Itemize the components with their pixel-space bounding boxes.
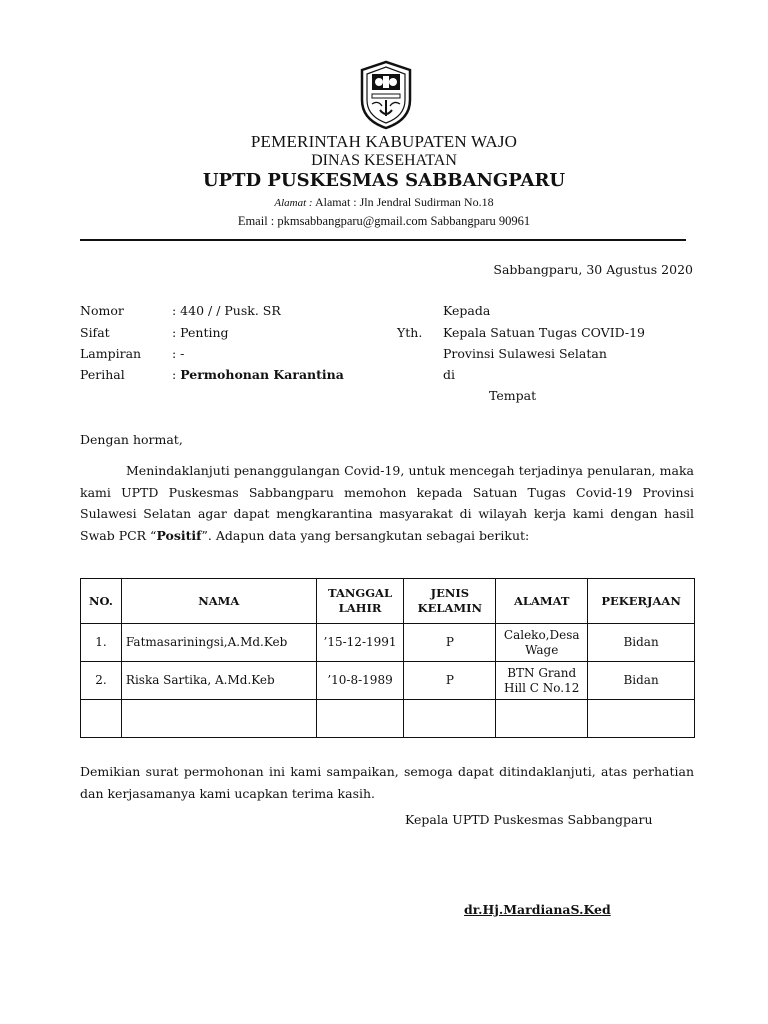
cell-jenis-kelamin: P (404, 662, 496, 700)
table-header-row (81, 579, 695, 624)
cell-nama: Fatmasariningsi,A.Md.Keb (121, 624, 316, 662)
header-tanggal-lahir: TANGGAL LAHIR (316, 579, 404, 624)
cell-pekerjaan: Bidan (588, 662, 695, 700)
letterhead-address (0, 195, 768, 210)
meta-value-sifat: : Penting (172, 325, 229, 340)
cell-pekerjaan (588, 700, 695, 738)
meta-label-lampiran: Lampiran (80, 346, 142, 361)
cell-jenis-kelamin (404, 700, 496, 738)
header-jenis-kelamin: JENIS KELAMIN (404, 579, 496, 624)
perihal-prefix: : (172, 367, 181, 382)
recipient-line1: Kepala Satuan Tugas COVID-19 (443, 325, 646, 340)
greeting: Dengan hormat, (80, 432, 183, 447)
table-row (81, 624, 695, 662)
recipient-line2: Provinsi Sulawesi Selatan (443, 346, 607, 361)
letterhead-unit: UPTD PUSKESMAS SABBANGPARU (202, 170, 566, 191)
recipient-place: Tempat (489, 388, 537, 403)
perihal-subject: Permohonan Karantina (180, 367, 344, 382)
address-label: Alamat : (274, 197, 313, 209)
meta-value-nomor: : 440 / / Pusk. SR (172, 303, 281, 318)
letterhead-divider (80, 239, 686, 241)
letterhead-email: Email : pkmsabbangparu@gmail.com Sabbangparu 90961 (237, 214, 531, 228)
wajo-regency-logo (354, 60, 418, 130)
header-nama: NAMA (121, 579, 316, 624)
meta-value-perihal (172, 367, 344, 382)
cell-jenis-kelamin: P (404, 624, 496, 662)
recipient-kepada: Kepada (443, 303, 491, 318)
meta-label-nomor: Nomor (80, 303, 124, 318)
cell-nama: Riska Sartika, A.Md.Keb (121, 662, 316, 700)
cell-tanggal-lahir: ’15-12-1991 (316, 624, 404, 662)
letterhead-department: DINAS KESEHATAN (311, 152, 457, 169)
body-paragraph (80, 460, 694, 546)
recipient-di: di (443, 367, 455, 382)
cell-alamat (496, 700, 588, 738)
cell-no (81, 700, 122, 738)
header-alamat: ALAMAT (496, 579, 588, 624)
body-before: Menindaklanjuti penanggulangan Covid-19, untuk mencegah terjadinya penularan, maka kami UPTD Puskesmas Sabbangparu memohon kepada Satuan Tugas Covid-19 Provinsi Sulawesi Selatan agar dapat mengkarantina masyarakat di wilayah kerja kami dengan hasil Swab PCR “ (80, 463, 694, 543)
address-text: Alamat : Jln Jendral Sudirman No.18 (314, 195, 494, 209)
closing-paragraph: Demikian surat permohonan ini kami sampaikan, semoga dapat ditindaklanjuti, atas perhatian dan kerjasamanya kami ucapkan terima kasih. (80, 764, 694, 801)
cell-nama (121, 700, 316, 738)
letterhead-government: PEMERINTAH KABUPATEN WAJO (250, 132, 518, 151)
meta-value-lampiran: : - (172, 346, 185, 361)
cell-no: 2. (81, 662, 122, 700)
header-no: NO. (81, 579, 122, 624)
body-positive: Positif (156, 527, 202, 543)
signature-name: dr.Hj.MardianaS.Ked (464, 902, 611, 917)
cell-pekerjaan: Bidan (588, 624, 695, 662)
cell-tanggal-lahir: ’10-8-1989 (316, 662, 404, 700)
cell-alamat: BTN Grand Hill C No.12 (496, 662, 588, 700)
header-pekerjaan: PEKERJAAN (588, 579, 695, 624)
body-after: ”. Adapun data yang bersangkutan sebagai berikut: (201, 527, 530, 543)
meta-label-sifat: Sifat (80, 325, 110, 340)
patient-table (80, 578, 695, 738)
meta-label-perihal: Perihal (80, 367, 125, 382)
table-row (81, 662, 695, 700)
cell-tanggal-lahir (316, 700, 404, 738)
cell-no: 1. (81, 624, 122, 662)
recipient-yth: Yth. (397, 325, 423, 340)
letter-date: Sabbangparu, 30 Agustus 2020 (493, 262, 693, 277)
cell-alamat: Caleko,Desa Wage (496, 624, 588, 662)
signature-title: Kepala UPTD Puskesmas Sabbangparu (405, 812, 653, 827)
table-row-empty (81, 700, 695, 738)
